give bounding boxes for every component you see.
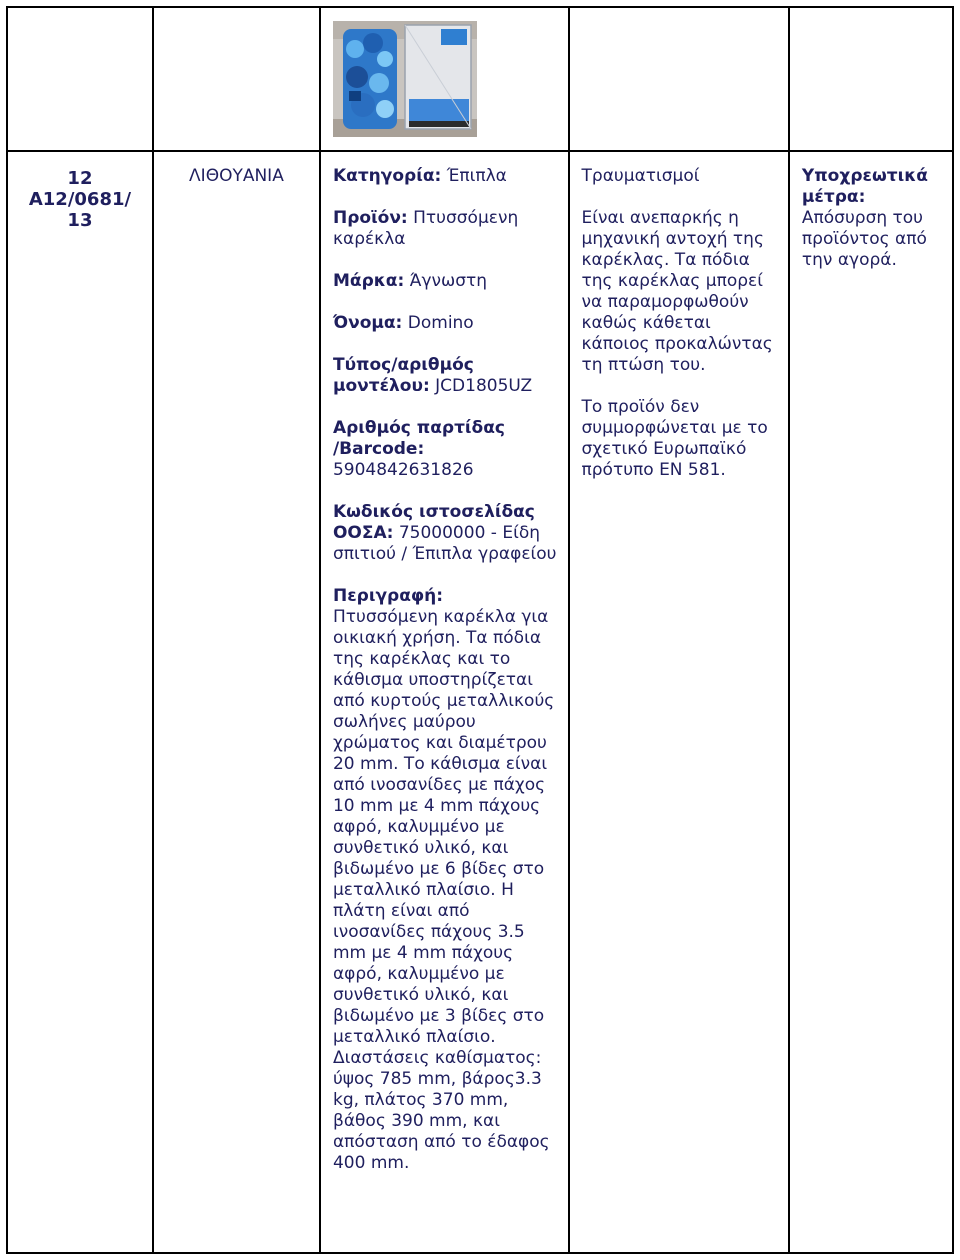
product-value: Πτυσσόμενη καρέκλα: [332, 208, 519, 249]
batch-label: Αριθμός παρτίδας /Barcode:: [332, 418, 505, 459]
product-label: Προϊόν:: [332, 208, 408, 228]
notification-number: 12: [67, 168, 93, 189]
category-value: Έπιπλα: [441, 166, 507, 186]
risk-type: Τραυματισμοί: [581, 166, 700, 186]
product-photo: [333, 21, 477, 137]
name-label: Όνομα:: [332, 313, 403, 333]
oecd-label: Κωδικός ιστοσελίδας ΟΟΣΑ:: [332, 502, 535, 543]
field-oecd: [333, 502, 560, 565]
field-batch: [333, 418, 560, 481]
category-label: Κατηγορία:: [332, 166, 442, 186]
measures-label: Υποχρεωτικά μέτρα:: [801, 166, 928, 207]
empty-cell: [7, 7, 153, 151]
field-model: [333, 355, 560, 397]
measures-cell: [789, 151, 953, 1253]
notification-reference-1: A12/0681/: [28, 189, 132, 210]
description-label: Περιγραφή:: [332, 586, 444, 606]
empty-cell: [789, 7, 953, 151]
model-label: Τύπος/αριθμός μοντέλου:: [332, 355, 474, 396]
description-value: Πτυσσόμενη καρέκλα για οικιακή χρήση. Τα πόδια της καρέκλας και το κάθισμα υποστηρίζεται από κυρτούς μεταλλικούς σωλήνες μαύρου χρώματος και διαμέτρου 20 mm. Το κάθισμα είναι από ινοσανίδες με πάχος 10 mm με 4 mm πάχους αφρό, καλυμμένο με συνθετικό υλικό, και βιδωμένο με 6 βίδες στο μεταλλικό πλαίσιο. Η πλάτη είναι από ινοσανίδες πάχους 3.5 mm με 4 mm πάχους αφρό, καλυμμένο με συνθετικό υλικό, και βιδωμένο με 3 βίδες στο μεταλλικό πλαίσιο. Διαστάσεις καθίσματος: ύψος 785 mm, βάρος3.3 kg, πλάτος 370 mm, βάθος 390 mm, και απόσταση από το έδαφος 400 mm.: [332, 607, 555, 1173]
field-name: [333, 313, 560, 334]
empty-cell: [153, 7, 320, 151]
batch-value: 5904842631826: [332, 460, 474, 480]
photo-cell: [320, 7, 569, 151]
risk-paragraph-1: Είναι ανεπαρκής η μηχανική αντοχή της καρέκλας. Τα πόδια της καρέκλας μπορεί να παραμορφωθούν καθώς κάθεται κάποιος προκαλώντας τη πτώση του.: [581, 208, 773, 375]
brand-label: Μάρκα:: [332, 271, 405, 291]
notification-table: [6, 6, 954, 1254]
country-name: ΛΙΘΟΥΑΝΙΑ: [189, 166, 284, 186]
country-cell: [153, 151, 320, 1253]
measures-value: Απόσυρση του προϊόντος από την αγορά.: [801, 208, 927, 270]
notification-reference-2: 13: [67, 210, 93, 231]
empty-cell: [569, 7, 789, 151]
notification-row: [7, 151, 953, 1253]
model-value: JCD1805UZ: [429, 376, 533, 396]
product-photo-image: [333, 21, 477, 137]
notification-id-cell: [7, 151, 153, 1253]
field-description: [333, 586, 560, 1174]
brand-value: Άγνωστη: [404, 271, 488, 291]
field-product: [333, 208, 560, 250]
product-cell: [320, 151, 569, 1253]
field-brand: [333, 271, 560, 292]
name-value: Domino: [402, 313, 474, 333]
image-row: [7, 7, 953, 151]
risk-paragraph-2: Το προϊόν δεν συμμορφώνεται με το σχετικό Ευρωπαϊκό πρότυπο EN 581.: [581, 397, 768, 480]
oecd-value: 75000000 - Είδη σπιτιού / Έπιπλα γραφείου: [332, 523, 557, 564]
risk-cell: [569, 151, 789, 1253]
field-category: [333, 166, 560, 187]
measures-label-block: [802, 166, 940, 208]
